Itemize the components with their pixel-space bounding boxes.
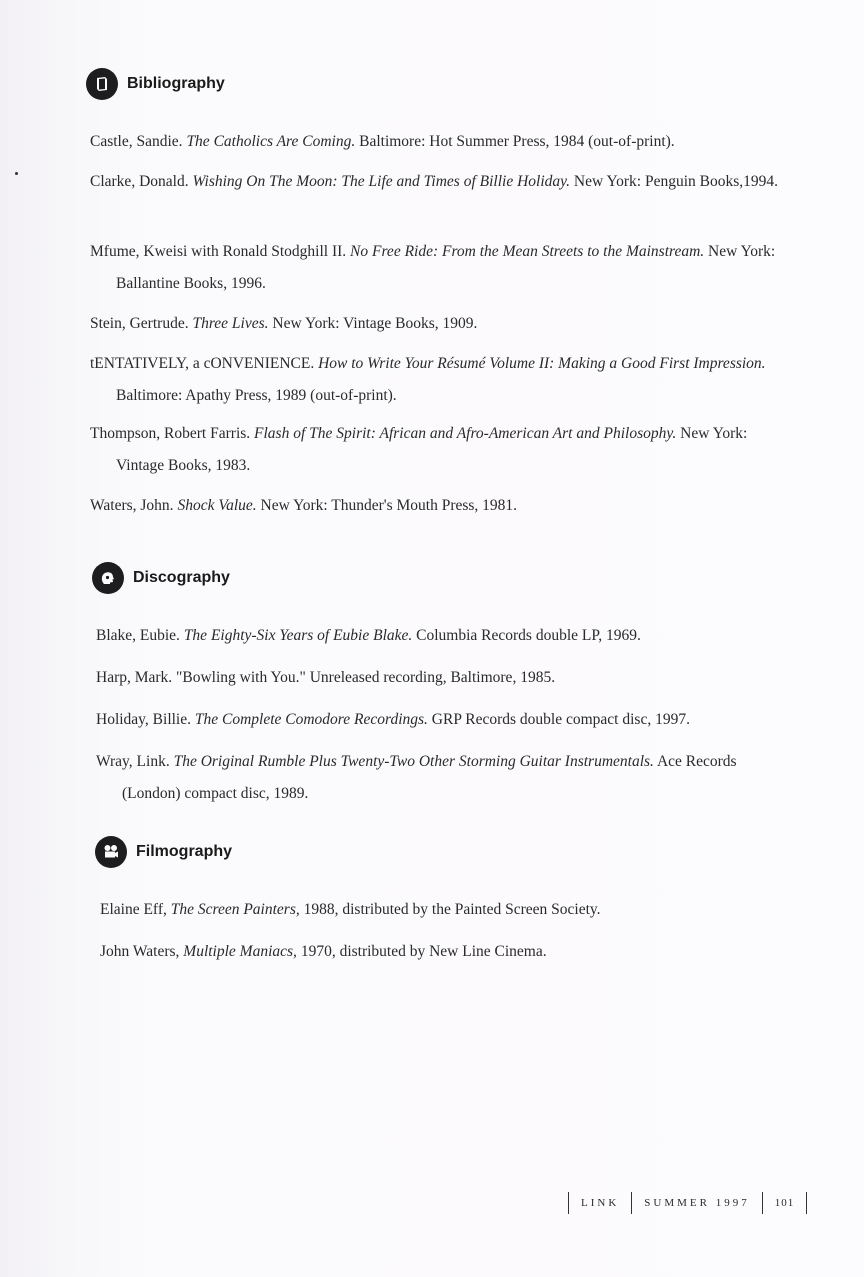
book-icon — [86, 68, 118, 100]
stray-mark — [15, 172, 18, 175]
music-head-icon — [92, 562, 124, 594]
bibliography-entry: Waters, John. Shock Value. New York: Thunder's Mouth Press, 1981. — [90, 497, 518, 514]
discography-entry: Blake, Eubie. The Eighty-Six Years of Eubie Blake. Columbia Records double LP, 1969. — [96, 627, 641, 644]
page-footer — [568, 1192, 807, 1214]
bibliography-entry: Castle, Sandie. The Catholics Are Coming. Baltimore: Hot Summer Press, 1984 (out-of-print). — [90, 133, 675, 150]
bibliography-entry: Mfume, Kweisi with Ronald Stodghill II. No Free Ride: From the Mean Streets to the Mainstream. New York: Ballantine Books, 1996. — [90, 243, 776, 292]
filmography-entry: Elaine Eff, The Screen Painters, 1988, distributed by the Painted Screen Society. — [100, 901, 601, 918]
section-title: Discography — [133, 569, 230, 586]
film-camera-icon — [95, 836, 127, 868]
footer-issue: SUMMER 1997 — [632, 1192, 762, 1214]
bibliography-entry: Thompson, Robert Farris. Flash of The Spirit: African and Afro-American Art and Philosophy. New York: Vintage Books, 1983. — [90, 425, 748, 474]
discography-entry: Harp, Mark. "Bowling with You." Unreleased recording, Baltimore, 1985. — [96, 669, 556, 686]
discography-header — [92, 562, 230, 594]
bibliography-entry: Stein, Gertrude. Three Lives. New York: Vintage Books, 1909. — [90, 315, 478, 332]
discography-entry: Holiday, Billie. The Complete Comodore Recordings. GRP Records double compact disc, 1997. — [96, 711, 690, 728]
bibliography-entry: Clarke, Donald. Wishing On The Moon: The Life and Times of Billie Holiday. New York: Penguin Books,1994. — [90, 173, 779, 190]
page-number: 101 — [763, 1192, 808, 1214]
footer-magazine: LINK — [568, 1192, 632, 1214]
bibliography-header — [86, 68, 225, 100]
filmography-entry: John Waters, Multiple Maniacs, 1970, distributed by New Line Cinema. — [100, 943, 547, 960]
discography-entry: Wray, Link. The Original Rumble Plus Twenty-Two Other Storming Guitar Instrumentals. Ace Records (London) compact disc, 1989. — [96, 753, 737, 802]
section-title: Filmography — [136, 843, 233, 860]
section-title: Bibliography — [127, 75, 225, 92]
filmography-header — [95, 836, 232, 868]
bibliography-entry: tENTATIVELY, a cONVENIENCE. How to Write Your Résumé Volume II: Making a Good First Impression. Baltimore: Apathy Press, 1989 (out-of-print). — [90, 355, 766, 404]
